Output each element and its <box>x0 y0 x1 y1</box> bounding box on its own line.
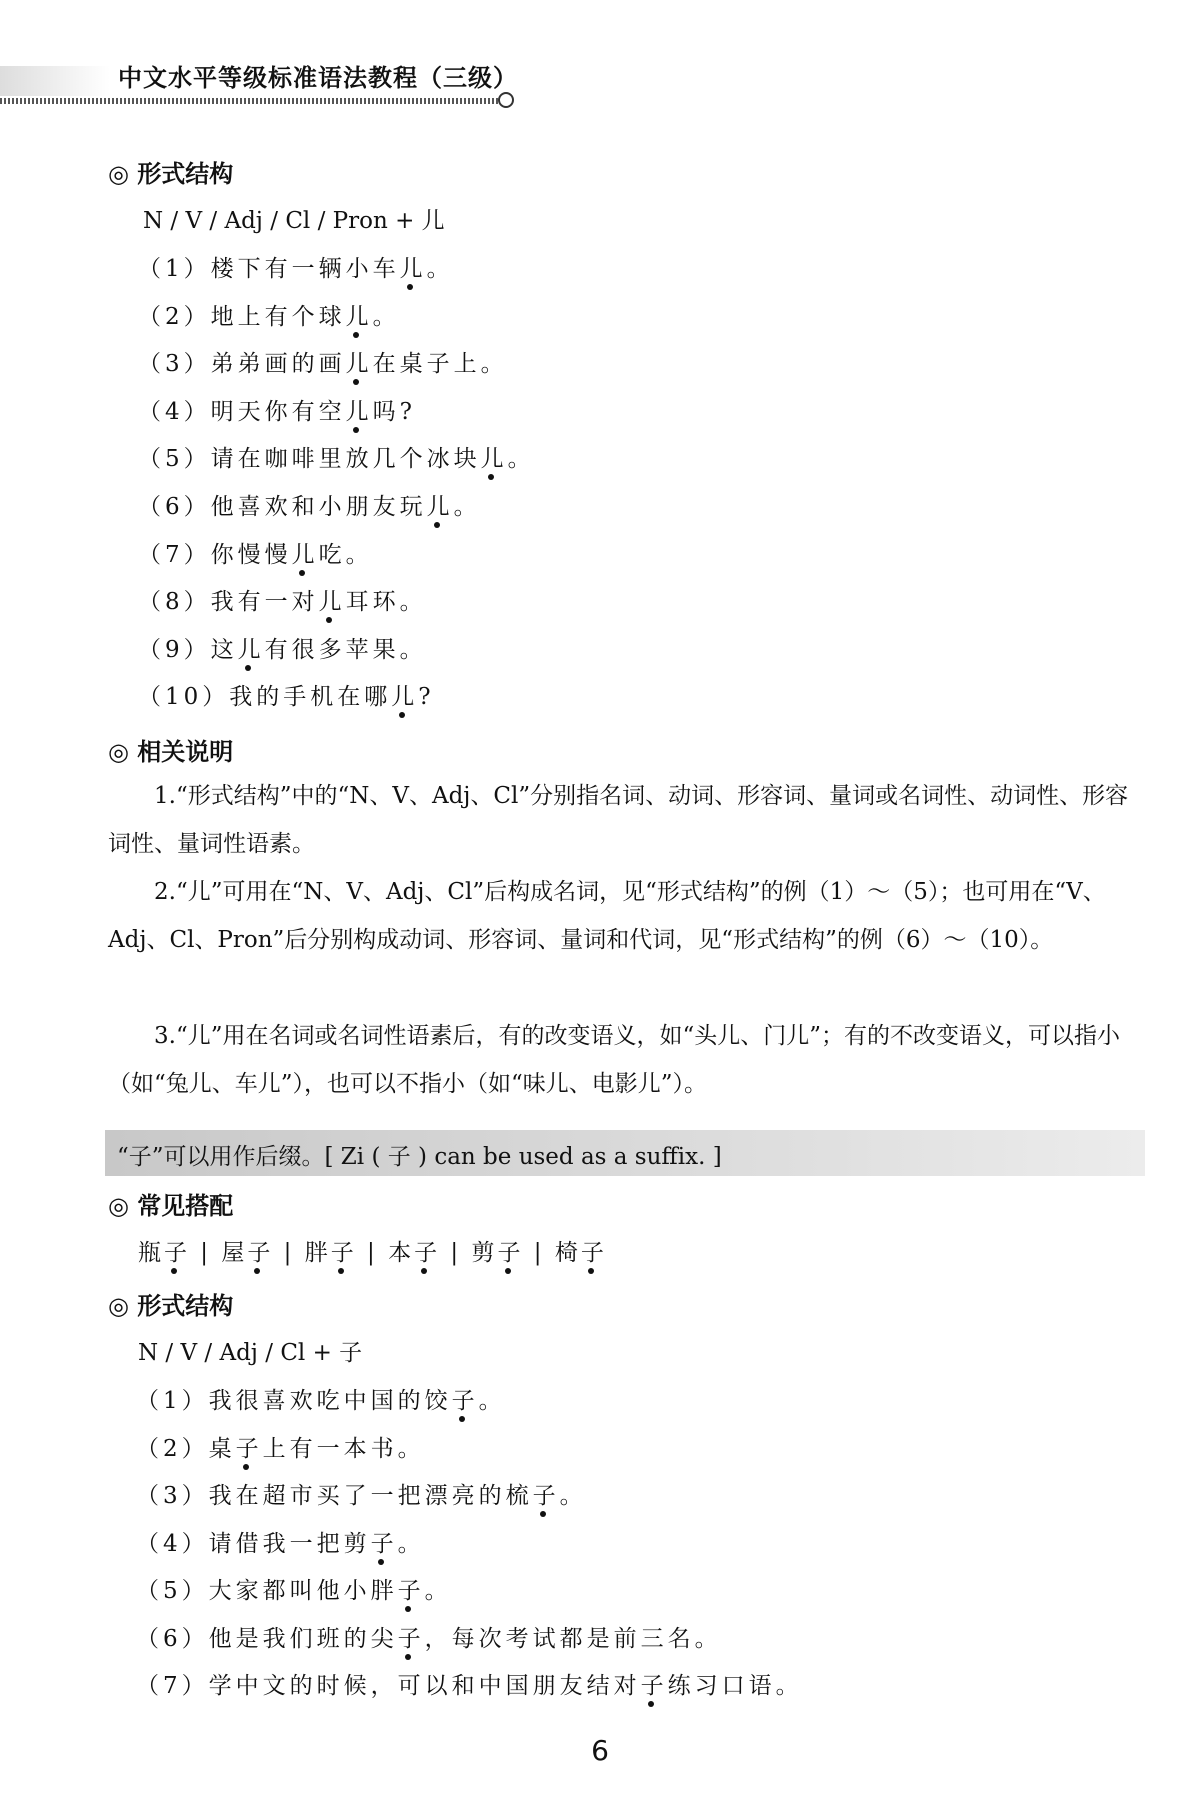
collocation-item <box>472 1240 524 1266</box>
formula-zi: N / V / Adj / Cl + 子 <box>138 1340 363 1366</box>
collocation-item <box>555 1240 607 1266</box>
example-text: （4）请借我一把剪 <box>136 1530 371 1557</box>
example-sentence <box>136 1477 587 1510</box>
example-text: （7）学中文的时候，可以和中国朋友结对 <box>136 1673 641 1699</box>
grammar-point-banner <box>105 1130 1145 1176</box>
example-sentence <box>138 440 535 473</box>
example-text: ，每次考试都是前三名。 <box>424 1625 722 1652</box>
example-text: （1）我很喜欢吃中国的饺 <box>136 1388 452 1414</box>
example-sentence <box>136 1430 425 1463</box>
example-text: 耳环。 <box>345 589 427 616</box>
emphasized-suffix: 子 <box>370 1530 398 1557</box>
example-text: （3）弟弟画的画 <box>138 351 346 378</box>
emphasized-suffix: 子 <box>532 1483 560 1509</box>
emphasized-suffix: 子 <box>164 1240 190 1266</box>
formula-er: N / V / Adj / Cl / Pron + 儿 <box>143 208 445 234</box>
note-paragraph: 2.“儿”可用在“N、V、Adj、Cl”后构成名词，见“形式结构”的例（1）～（5）；也可用在“V、Adj、Cl、Pron”后分别构成动词、形容词、量词和代词，见“形式结构”的例（6）～（10）。 <box>108 879 1106 953</box>
example-text: （6）他喜欢和小朋友玩 <box>138 494 427 520</box>
example-sentence <box>138 678 435 711</box>
example-text: （1）楼下有一辆小车 <box>138 256 400 282</box>
example-sentence <box>136 1667 803 1700</box>
emphasized-suffix: 子 <box>397 1578 425 1604</box>
example-text: 。 <box>372 303 400 330</box>
example-text: （6）他是我们班的尖 <box>136 1625 398 1652</box>
example-text: （7）你慢慢 <box>138 541 292 568</box>
example-text: 。 <box>426 256 454 282</box>
emphasized-suffix: 儿 <box>391 684 419 711</box>
example-text: 上有一本书。 <box>262 1435 425 1462</box>
collocation-root: 瓶 <box>138 1240 164 1266</box>
collocation-root: 椅 <box>554 1240 581 1266</box>
example-sentence <box>138 250 454 283</box>
example-text: 在桌子上。 <box>372 351 508 378</box>
header-dot-icon <box>498 92 514 108</box>
collocation-root: 剪 <box>471 1240 498 1266</box>
example-sentence <box>138 631 427 664</box>
example-text: （5）大家都叫他小胖 <box>136 1578 398 1604</box>
emphasized-suffix: 儿 <box>345 303 373 330</box>
section-heading-form-structure: ◎ 形式结构 <box>108 160 234 188</box>
note-paragraph: 3.“儿”用在名词或名词性语素后，有的改变语义，如“头儿、门儿”；有的不改变语义，可以指小（如“兔儿、车儿”），也可以不指小（如“味儿、电影儿”）。 <box>108 1023 1120 1097</box>
example-text: （2）地上有个球 <box>138 303 346 330</box>
example-sentence <box>136 1525 425 1558</box>
example-text: 吃。 <box>318 541 373 568</box>
example-text: 。 <box>397 1530 425 1557</box>
running-header <box>0 40 520 112</box>
example-text: （9）这 <box>138 636 238 663</box>
emphasized-suffix: 儿 <box>291 541 319 568</box>
example-text: （4）明天你有空 <box>138 398 346 425</box>
header-rule <box>0 98 500 104</box>
emphasized-suffix: 子 <box>414 1240 441 1266</box>
note-paragraph: 1.“形式结构”中的“N、V、Adj、Cl”分别指名词、动词、形容词、量词或名词性、动词性、形容词性、量词性语素。 <box>108 783 1129 857</box>
section-heading-notes: ◎ 相关说明 <box>108 738 234 766</box>
example-text: （8）我有一对 <box>138 589 319 616</box>
example-text: ? <box>418 684 435 711</box>
collocation-root: 胖 <box>304 1240 331 1266</box>
collocation-item <box>388 1240 440 1266</box>
emphasized-suffix: 儿 <box>237 636 265 663</box>
example-sentence <box>138 298 400 331</box>
emphasized-suffix: 子 <box>497 1240 524 1266</box>
example-text: 。 <box>478 1388 506 1414</box>
example-text: 有很多苹果。 <box>264 636 427 663</box>
emphasized-suffix: 子 <box>580 1240 607 1266</box>
collocation-separator: | <box>356 1240 389 1266</box>
page-number: 6 <box>591 1734 609 1767</box>
example-text: 吗? <box>372 398 416 425</box>
collocation-list <box>138 1234 607 1267</box>
section-heading-collocations: ◎ 常见搭配 <box>108 1192 234 1220</box>
collocation-item <box>305 1240 357 1266</box>
emphasized-suffix: 儿 <box>345 351 373 378</box>
example-text: 练习口语。 <box>667 1673 803 1699</box>
example-sentence <box>136 1620 722 1653</box>
header-decoration <box>0 66 110 96</box>
emphasized-suffix: 儿 <box>480 446 508 473</box>
example-sentence <box>138 488 481 521</box>
example-sentence <box>138 393 416 426</box>
emphasized-suffix: 儿 <box>345 398 373 425</box>
example-text: 。 <box>507 446 535 473</box>
section-heading-form-structure-zi: ◎ 形式结构 <box>108 1292 234 1320</box>
collocation-root: 屋 <box>221 1240 248 1266</box>
collocation-separator: | <box>273 1240 305 1266</box>
emphasized-suffix: 子 <box>640 1673 668 1699</box>
emphasized-suffix: 子 <box>451 1388 479 1414</box>
emphasized-suffix: 子 <box>397 1625 425 1652</box>
grammar-point-text: “子”可以用作后缀。[ Zi ( 子 ) can be used as a suffix. ] <box>117 1144 722 1170</box>
example-text: 。 <box>559 1483 587 1509</box>
example-sentence <box>136 1572 452 1605</box>
example-sentence <box>138 345 508 378</box>
example-text: 。 <box>453 494 481 520</box>
emphasized-suffix: 儿 <box>426 494 454 520</box>
example-sentence <box>136 1382 506 1415</box>
example-text: （10）我的手机在哪 <box>138 684 392 711</box>
emphasized-suffix: 儿 <box>399 256 427 282</box>
collocation-separator: | <box>190 1240 222 1266</box>
emphasized-suffix: 儿 <box>318 589 346 616</box>
example-text: （3）我在超市买了一把漂亮的梳 <box>136 1483 533 1509</box>
collocation-separator: | <box>523 1240 555 1266</box>
collocation-item <box>138 1240 190 1266</box>
header-title: 中文水平等级标准语法教程（三级） <box>118 64 518 92</box>
example-sentence <box>138 583 427 616</box>
example-text: （2）桌 <box>136 1435 236 1462</box>
emphasized-suffix: 子 <box>330 1240 357 1266</box>
example-text: （5）请在咖啡里放几个冰块 <box>138 446 481 473</box>
collocation-separator: | <box>440 1240 472 1266</box>
emphasized-suffix: 子 <box>235 1435 263 1462</box>
emphasized-suffix: 子 <box>247 1240 274 1266</box>
collocation-item <box>221 1240 273 1266</box>
example-sentence <box>138 536 373 569</box>
example-text: 。 <box>424 1578 452 1604</box>
collocation-root: 本 <box>388 1240 415 1266</box>
